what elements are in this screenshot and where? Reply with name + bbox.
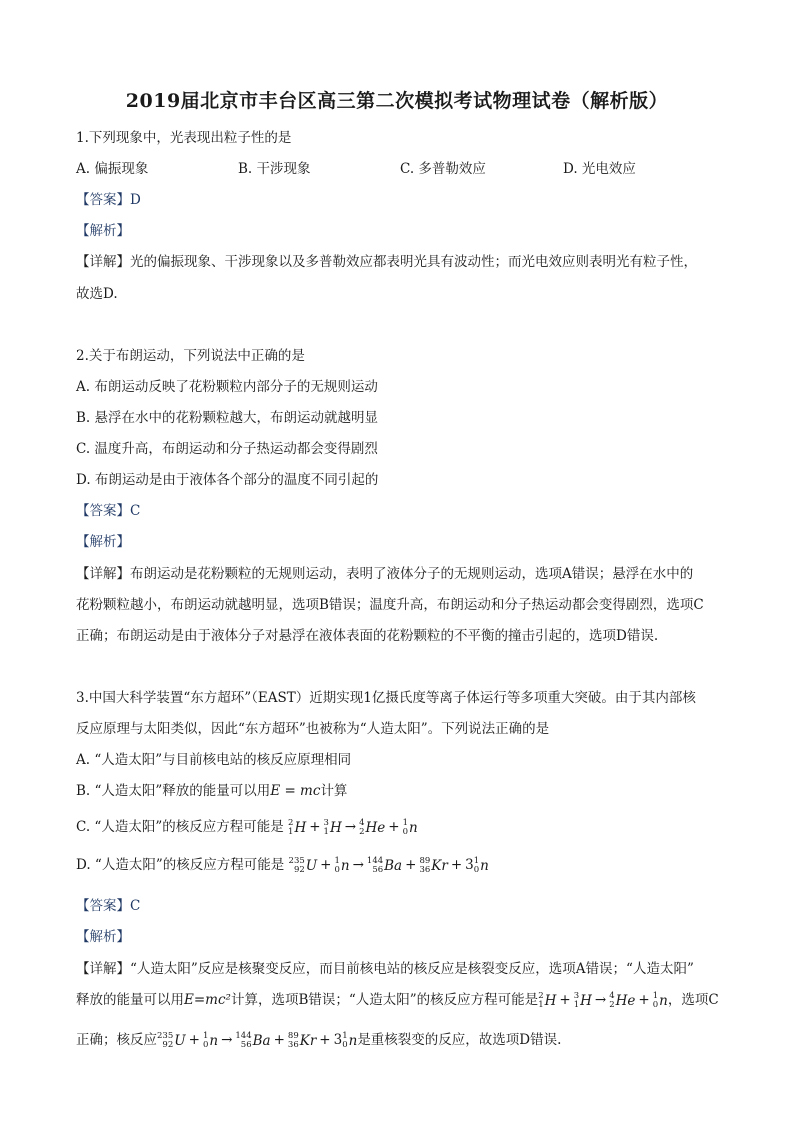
nuclide-he4: 4 2 He: [359, 817, 386, 837]
q3-option-c: C. “人造太阳”的核反应方程可能是 2 1 H + 3 1 H → 4 2 He + 1 0 n: [76, 817, 418, 837]
q3-option-b: [76, 779, 347, 799]
nuclide-he4: 4 2 He: [609, 990, 636, 1010]
q3-option-b-suffix: 计算: [320, 783, 348, 799]
q3-option-b-text: B. “人造太阳”释放的能量可以用: [76, 783, 271, 799]
q2-detail-line3: 正确；布朗运动是由于液体分子对悬浮在液体表面的花粉颗粒的不平衡的撞击引起的，选项D错误.: [76, 628, 659, 644]
nuclide-kr89: 89 36 Kr: [287, 1030, 317, 1050]
q2-option-a: A. 布朗运动反映了花粉颗粒内部分子的无规则运动: [76, 379, 378, 395]
q1-analysis-label: 【解析】: [76, 223, 130, 239]
q1-option-d: D. 光电效应: [563, 161, 636, 177]
q2-detail-line1: 【详解】布朗运动是花粉颗粒的无规则运动，表明了液体分子的无规则运动，选项A错误；悬浮在水中的: [76, 566, 694, 582]
q2-option-c: C. 温度升高，布朗运动和分子热运动都会变得剧烈: [76, 441, 378, 457]
nuclide-n1: 1 0 n: [334, 855, 350, 875]
nuclide-u235: 235 92 U: [157, 1030, 186, 1050]
nuclide-n1: 1 0 n: [342, 1030, 358, 1050]
q3-option-d: D. “人造太阳”的核反应方程可能是 235 92 U + 1 0 n → 144 56 Ba + 89 36 Kr + 3 1 0 n: [76, 855, 489, 875]
page-title: 2019届北京市丰台区高三第二次模拟考试物理试卷（解析版）: [125, 90, 669, 112]
nuclide-ba144: 144 56 Ba: [366, 855, 403, 875]
q2-option-b: B. 悬浮在水中的花粉颗粒越大，布朗运动就越明显: [76, 410, 379, 426]
q3-option-a: A. “人造太阳”与目前核电站的核反应原理相同: [76, 752, 352, 768]
nuclide-h2: 2 1 H: [288, 817, 307, 837]
q2-answer: 【答案】C: [76, 503, 141, 519]
q1-stem: 1.下列现象中，光表现出粒子性的是: [76, 130, 292, 146]
q3-detail-line2: 释放的能量可以用E=mc²计算，选项B错误；“人造太阳”的核反应方程可能是 2 1 H + 3 1 H → 4 2 He + 1 0 n，选项C: [76, 990, 719, 1010]
nuclide-n1: 1 0 n: [402, 817, 418, 837]
q1-option-c: C. 多普勒效应: [400, 161, 486, 177]
q1-answer: 【答案】D: [76, 192, 141, 208]
q3-answer: 【答案】C: [76, 898, 141, 914]
nuclide-h3: 3 1 H: [323, 817, 342, 837]
q2-stem: 2.关于布朗运动，下列说法中正确的是: [76, 348, 305, 364]
q1-option-a: A. 偏振现象: [76, 161, 149, 177]
q3-stem-line2: 反应原理与太阳类似，因此“东方超环”也被称为“人造太阳”。下列说法正确的是: [76, 721, 550, 737]
q3-detail-line1: 【详解】“人造太阳”反应是核聚变反应，而目前核电站的核反应是核裂变反应，选项A错误；“人造太阳”: [76, 961, 694, 977]
q1-detail-line1: 【详解】光的偏振现象、干涉现象以及多普勒效应都表明光具有波动性；而光电效应则表明光有粒子性，: [76, 254, 697, 270]
nuclide-u235: 235 92 U: [288, 855, 318, 875]
q3-option-d-text: D. “人造太阳”的核反应方程可能是: [76, 857, 285, 873]
q2-analysis-label: 【解析】: [76, 534, 130, 550]
q3-option-b-equation: E = mc: [270, 783, 321, 799]
nuclide-n1: 1 0 n: [202, 1030, 219, 1050]
q1-detail-line2: 故选D.: [76, 286, 118, 302]
q3-detail-line3: 正确；核反应 235 92 U + 1 0 n → 144 56 Ba + 89 36 Kr + 3 1 0 n是重核裂变的反应，故选项D错误.: [76, 1030, 562, 1050]
q3-stem-line1: 3.中国大科学装置“东方超环”（EAST）近期实现1亿摄氏度等离子体运行等多项重大突破。由于其内部核: [76, 690, 696, 706]
nuclide-h3: 3 1 H: [573, 990, 592, 1010]
nuclide-ba144: 144 56 Ba: [235, 1030, 271, 1050]
q2-detail-line2: 花粉颗粒越小，布朗运动就越明显，选项B错误；温度升高，布朗运动和分子热运动都会变得剧烈，选项C: [76, 597, 704, 613]
nuclide-h2: 2 1 H: [538, 990, 557, 1010]
q1-option-b: B. 干涉现象: [238, 161, 311, 177]
q3-analysis-label: 【解析】: [76, 929, 130, 945]
q3-option-c-text: C. “人造太阳”的核反应方程可能是: [76, 819, 284, 835]
nuclide-kr89: 89 36 Kr: [419, 855, 448, 875]
nuclide-n1: 1 0 n: [652, 990, 668, 1010]
nuclide-n1: 1 0 n: [473, 855, 489, 875]
q2-option-d: D. 布朗运动是由于液体各个部分的温度不同引起的: [76, 472, 379, 488]
